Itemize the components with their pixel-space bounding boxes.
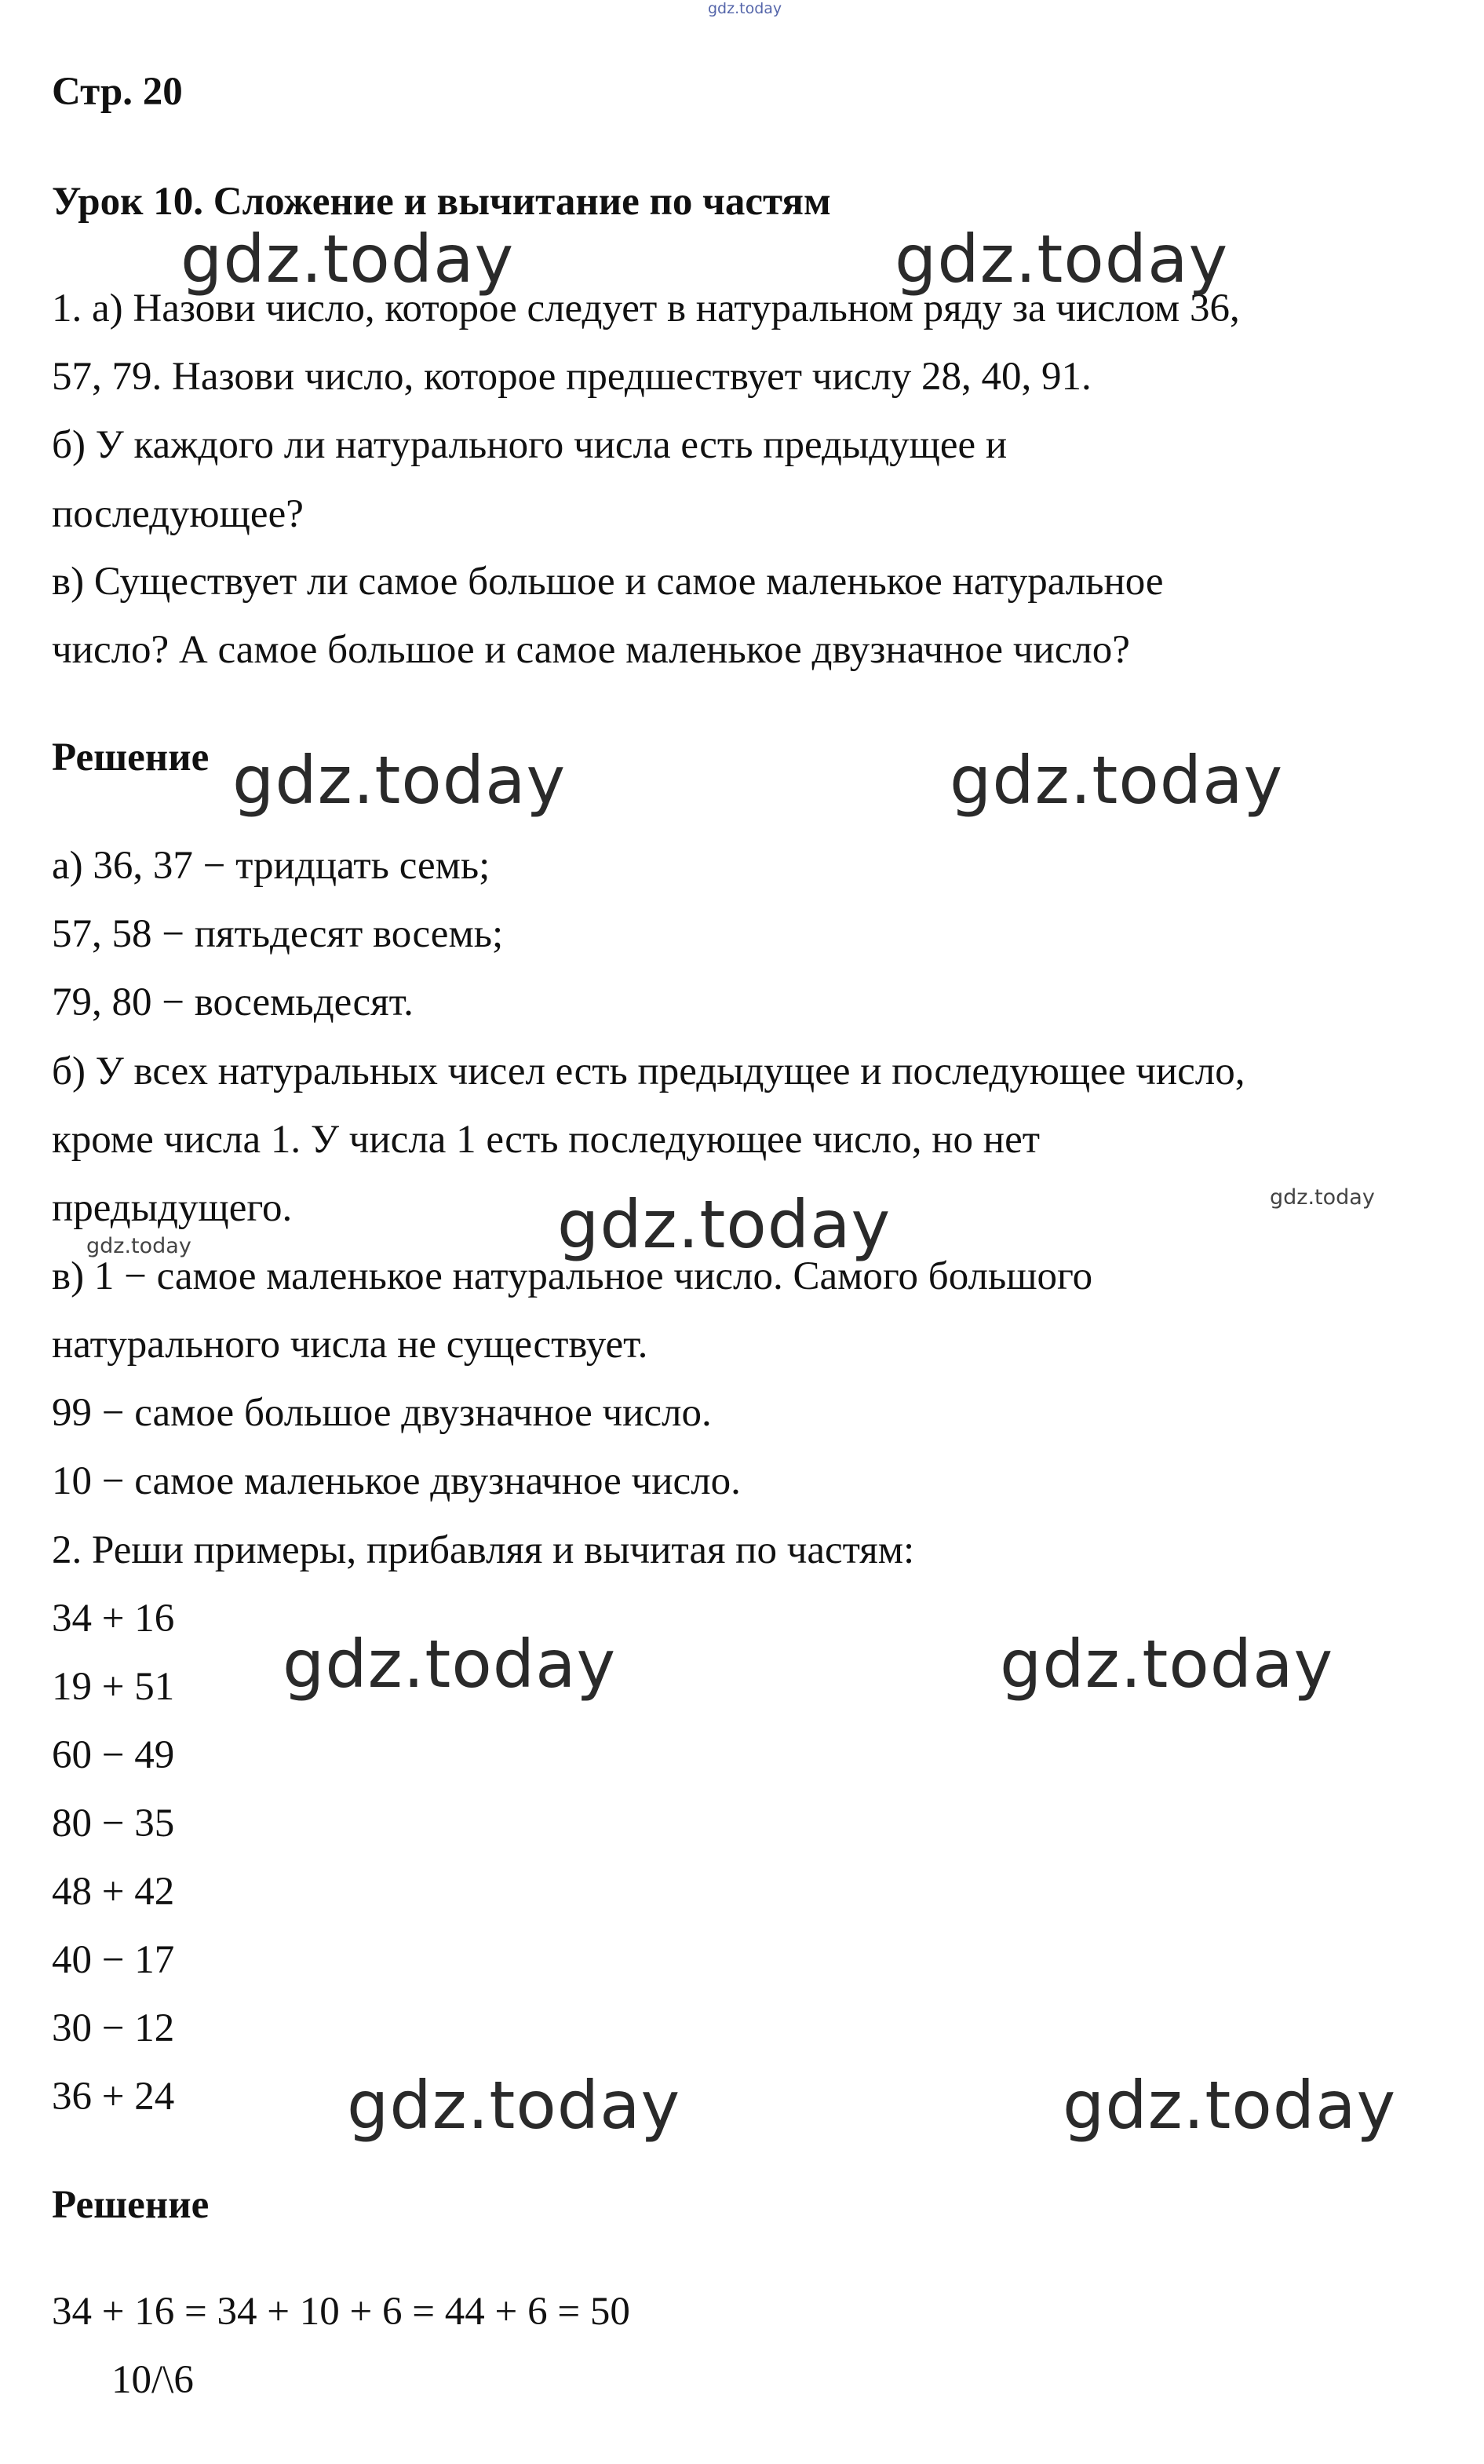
watermark-small: gdz.today [86, 1234, 191, 1258]
task2-example: 30 − 12 [52, 2006, 175, 2050]
task2-example: 19 + 51 [52, 1665, 175, 1709]
watermark: gdz.today [180, 221, 515, 298]
solution1-line: предыдущего. [52, 1186, 293, 1230]
solution1-line: 57, 58 − пятьдесят восемь; [52, 912, 504, 956]
lesson-title: Урок 10. Сложение и вычитание по частям [52, 180, 831, 224]
solution1-line: а) 36, 37 − тридцать семь; [52, 844, 490, 888]
task1-line: последующее? [52, 492, 304, 536]
watermark: gdz.today [1063, 2067, 1397, 2144]
watermark: gdz.today [895, 221, 1229, 298]
watermark: gdz.today [232, 742, 567, 819]
task1-line: в) Существует ли самое большое и самое маленькое натуральное [52, 560, 1164, 604]
task2-example: 36 + 24 [52, 2075, 175, 2119]
solution1-line: 79, 80 − восемьдесят. [52, 980, 414, 1024]
solution2-equation: 34 + 16 = 34 + 10 + 6 = 44 + 6 = 50 [52, 2290, 630, 2334]
solution1-line: в) 1 − самое маленькое натуральное число. Самого большого [52, 1254, 1093, 1298]
task2-example: 60 − 49 [52, 1733, 175, 1777]
watermark: gdz.today [347, 2067, 681, 2144]
page-heading: Стр. 20 [52, 70, 183, 114]
task2-example: 48 + 42 [52, 1870, 175, 1914]
task1-line: число? А самое большое и самое маленькое двузначное число? [52, 628, 1130, 672]
watermark: gdz.today [1000, 1626, 1334, 1703]
solution2-label: Решение [52, 2183, 210, 2227]
solution1-line: 99 − самое большое двузначное число. [52, 1391, 712, 1435]
task1-line: 1. а) Назови число, которое следует в натуральном ряду за числом 36, [52, 287, 1240, 330]
watermark: gdz.today [283, 1626, 617, 1703]
solution1-line: кроме числа 1. У числа 1 есть последующее число, но нет [52, 1118, 1040, 1162]
task2-example: 40 − 17 [52, 1938, 175, 1982]
watermark-small: gdz.today [1270, 1185, 1375, 1210]
task1-line: б) У каждого ли натурального числа есть предыдущее и [52, 423, 1008, 467]
task2-prompt: 2. Реши примеры, прибавляя и вычитая по частям: [52, 1528, 915, 1572]
watermark: gdz.today [950, 742, 1284, 819]
watermark: gdz.today [557, 1186, 891, 1263]
solution2-decomposition: 10/\6 [111, 2358, 194, 2402]
solution1-label: Решение [52, 736, 210, 779]
solution1-line: б) У всех натуральных чисел есть предыдущее и последующее число, [52, 1049, 1245, 1093]
header-watermark: gdz.today [708, 0, 782, 17]
solution1-line: 10 − самое маленькое двузначное число. [52, 1459, 741, 1503]
task2-example: 34 + 16 [52, 1597, 175, 1641]
task1-line: 57, 79. Назови число, которое предшествует числу 28, 40, 91. [52, 355, 1092, 399]
task2-example: 80 − 35 [52, 1801, 175, 1845]
solution1-line: натурального числа не существует. [52, 1323, 648, 1367]
